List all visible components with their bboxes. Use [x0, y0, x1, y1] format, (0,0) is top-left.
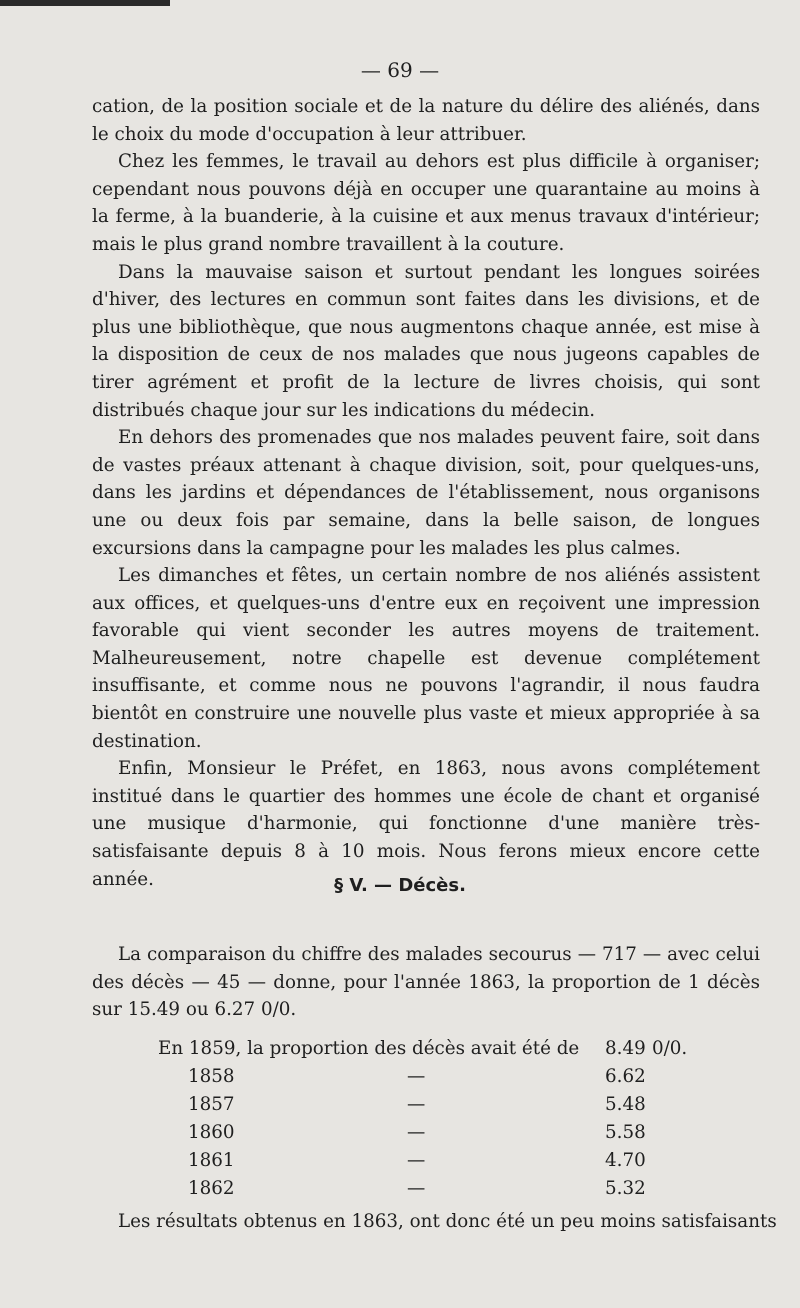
table-row [0, 1122, 800, 1150]
table-dash: — [407, 1066, 426, 1087]
paragraph: Chez les femmes, le travail au dehors est plus difficile à organiser; cependant nous pouvons déjà en occuper une quarantaine au moins à la ferme, à la buanderie, à la cuisine et aux menus travaux d'intérieur; mais le plus grand nombre travaillent à la couture. [92, 151, 760, 255]
table-value: 5.48 [605, 1094, 646, 1115]
table-row [0, 1038, 800, 1066]
paragraph: Enfin, Monsieur le Préfet, en 1863, nous avons complétement institué dans le quartier des hommes une école de chant et organisé une musique d'harmonie, qui fonctionne d'une manière très-satisfaisante depuis 8 à 10 mois. Nous ferons mieux encore cette année. [92, 758, 760, 890]
table-value: 6.62 [605, 1066, 646, 1087]
body-text [92, 93, 760, 893]
page-number: — 69 — [360, 58, 440, 82]
table-year: 1860 [188, 1122, 235, 1143]
section-heading: § V. — Décès. [334, 875, 466, 896]
paragraph: En dehors des promenades que nos malades peuvent faire, soit dans de vastes préaux attenant à chaque division, soit, pour quelques-uns, dans les jardins et dépendances de l'établissement, nous organisons une ou deux fois par semaine, dans la belle saison, de longues excursions dans la campagne pour les malades les plus calmes. [92, 427, 760, 559]
table-row [0, 1150, 800, 1178]
table-dash: — [407, 1122, 426, 1143]
paragraph: La comparaison du chiffre des malades secourus — 717 — avec celui des décès — 45 — donne, pour l'année 1863, la proportion de 1 décès sur 15.49 ou 6.27 0/0. [92, 944, 760, 1021]
scan-edge-strip [0, 0, 170, 6]
closing-line: Les résultats obtenus en 1863, ont donc été un peu moins satisfaisants [118, 1211, 777, 1232]
table-dash: — [407, 1094, 426, 1115]
table-value: 4.70 [605, 1150, 646, 1171]
table-dash: — [407, 1150, 426, 1171]
table-row [0, 1066, 800, 1094]
table-value: 5.58 [605, 1122, 646, 1143]
table-value: 5.32 [605, 1178, 646, 1199]
table-year: 1858 [188, 1066, 235, 1087]
paragraph: Les dimanches et fêtes, un certain nombre de nos aliénés assistent aux offices, et quelques-uns d'entre eux en reçoivent une impression favorable qui vient seconder les autres moyens de traitement. Malheureusement, notre chapelle est devenue complétement insuffisante, et comme nous ne pouvons l'agrandir, il nous faudra bientôt en construire une nouvelle plus vaste et mieux appropriée à sa destination. [92, 565, 760, 752]
table-year: 1862 [188, 1178, 235, 1199]
table-row [0, 1094, 800, 1122]
table-year: 1861 [188, 1150, 235, 1171]
table-unit: 0/0. [652, 1038, 688, 1059]
table-value: 8.49 [605, 1038, 646, 1059]
paragraph: Dans la mauvaise saison et surtout pendant les longues soirées d'hiver, des lectures en commun sont faites dans les divisions, et de plus une bibliothèque, que nous augmentons chaque année, est mise à la disposition de ceux de nos malades que nous jugeons capables de tirer agrément et profit de la lecture de livres choisis, qui sont distribués chaque jour sur les indications du médecin. [92, 261, 760, 421]
table-year: 1857 [188, 1094, 235, 1115]
table-intro: En 1859, la proportion des décès avait été de [158, 1038, 580, 1059]
paragraph: cation, de la position sociale et de la nature du délire des aliénés, dans le choix du mode d'occupation à leur attribuer. [92, 96, 760, 145]
table-dash: — [407, 1178, 426, 1199]
table-row [0, 1178, 800, 1206]
section-text [92, 941, 760, 1024]
